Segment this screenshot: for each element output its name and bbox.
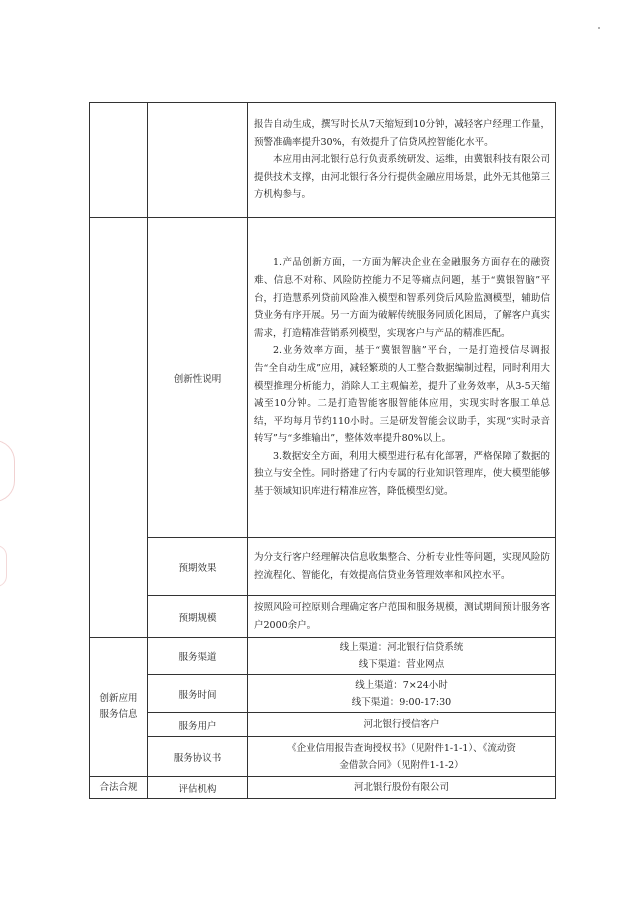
empty-cell xyxy=(90,218,148,638)
application-info-table xyxy=(89,102,556,799)
value-line: 河北银行授信客户 xyxy=(363,719,440,730)
table-row-service-agreement xyxy=(90,737,556,777)
paragraph: 3.数据安全方面，利用大模型进行私有化部署，严格保障了数据的独立与安全性。同时搭建了行内专属的行业知识管理库，使大模型能够基于领域知识库进行精准应答，降低模型幻觉。 xyxy=(254,450,550,498)
table-row-innovation xyxy=(90,218,556,538)
scan-speck xyxy=(598,27,600,29)
table-row-service-time xyxy=(90,675,556,713)
assessment-org-label: 评估机构 xyxy=(148,777,248,799)
service-row-value xyxy=(248,638,556,675)
service-row-value xyxy=(248,675,556,713)
innovation-text-cell xyxy=(248,218,556,538)
value-line: 线下渠道：9:00-17:30 xyxy=(351,696,452,708)
table-row-expected-effect xyxy=(90,538,556,596)
service-info-label-text: 创新应用服务信息 xyxy=(99,693,138,720)
seal-stamp-mark xyxy=(0,440,15,502)
value-line: 线上渠道：河北银行信贷系统 xyxy=(339,642,464,653)
service-row-label: 服务用户 xyxy=(148,713,248,737)
paragraph: 报告自动生成，撰写时长从7天缩短到10分钟，减轻客户经理工作量，预警准确率提升30%，有效提升了信贷风控智能化水平。 xyxy=(254,119,550,148)
value-line: 线下渠道：营业网点 xyxy=(358,659,445,670)
value-line: 线上渠道：7×24小时 xyxy=(355,679,448,691)
innovation-label: 创新性说明 xyxy=(148,218,248,538)
paragraph: 2.业务效率方面，基于“冀银智脑”平台，一是打造授信尽调报告“全自动生成”应用，减轻繁琐的人工整合数据编制过程，同时利用大模型推理分析能力，消除人工主观偏差，提升了业务效率，从3-5天缩减至10分钟。二是打造智能客服智能体应用，实现实时客服工单总结，平均每月节约110小时。三是研发智能会议助手，实现“实时录音转写”与“多维输出”，整体效率提升80%以上。 xyxy=(254,345,550,445)
paragraph: 按照风险可控原则合理确定客户范围和服务规模，测试期间预计服务客户2000余户。 xyxy=(254,601,550,631)
expected-effect-cell xyxy=(248,538,556,596)
value-line: 金借款合同》（见附件1-1-2） xyxy=(339,759,464,771)
service-row-label: 服务渠道 xyxy=(148,638,248,675)
paragraph: 为分支行客户经理解决信息收集整合、分析专业性等问题，实现风险防控流程化、智能化，有效提高信贷业务管理效率和风控水平。 xyxy=(254,551,550,581)
expected-scale-cell xyxy=(248,596,556,638)
service-row-label: 服务协议书 xyxy=(148,737,248,777)
table-row-compliance xyxy=(90,777,556,799)
service-row-value xyxy=(248,713,556,737)
continued-text-cell xyxy=(248,103,556,218)
expected-scale-label: 预期规模 xyxy=(148,596,248,638)
paragraph: 本应用由河北银行总行负责系统研发、运维，由冀银科技有限公司提供技术支撑，由河北银行各分行提供金融应用场景，此外无其他第三方机构参与。 xyxy=(254,154,550,201)
service-row-label: 服务时间 xyxy=(148,675,248,713)
table-row-expected-scale xyxy=(90,596,556,638)
compliance-label: 合法合规 xyxy=(90,777,148,799)
value-line: 《企业信用报告查询授权书》（见附件1-1-1）、《流动资 xyxy=(287,742,516,754)
empty-cell xyxy=(148,103,248,218)
table-row-service-users xyxy=(90,713,556,737)
seal-stamp-mark-secondary xyxy=(0,545,7,587)
service-info-label xyxy=(90,638,148,777)
service-row-value xyxy=(248,737,556,777)
paragraph: 1.产品创新方面，一方面为解决企业在金融服务方面存在的融资难、信息不对称、风险防控能力不足等痛点问题，基于“冀银智脑”平台，打造慧系列贷前风险准入模型和智系列贷后风险监测模型，辅助信贷业务有序开展。另一方面为破解传统服务同质化困局，了解客户真实需求，打造精准营销系列模型，实现客户与产品的精准匹配。 xyxy=(254,257,550,339)
assessment-org-value: 河北银行股份有限公司 xyxy=(248,777,556,799)
expected-effect-label: 预期效果 xyxy=(148,538,248,596)
table-row-continued xyxy=(90,103,556,218)
empty-cell xyxy=(90,103,148,218)
table-row-service-channel xyxy=(90,638,556,675)
